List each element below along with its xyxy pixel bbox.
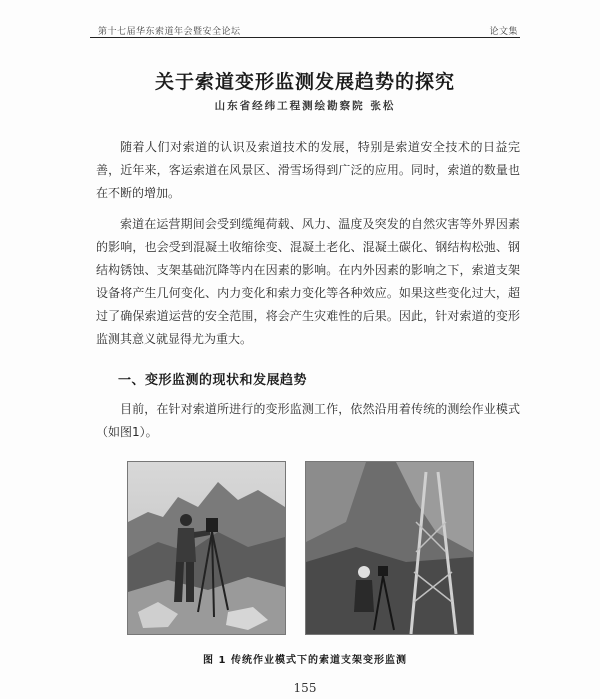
paragraph-intro: 随着人们对索道的认识及索道技术的发展，特别是索道安全技术的日益完善，近年来，客运索道在风景区、滑雪场得到广泛的应用。同时，索道的数量也在不断的增加。 [96, 140, 520, 200]
running-header-section: 论文集 [489, 27, 518, 37]
paper-title: 关于索道变形监测发展趋势的探究 [154, 71, 455, 93]
header-rule [90, 37, 520, 38]
author-line: 山东省经纬工程测绘勘察院 张松 [214, 100, 396, 112]
running-header-title: 第十七届华东索道年会暨安全论坛 [98, 27, 241, 37]
running-header [98, 24, 518, 38]
figure-photo-tower-survey [305, 461, 474, 635]
page-number: 155 [293, 681, 317, 695]
paragraph-section-1: 目前，在针对索道所进行的变形监测工作，依然沿用着传统的测绘作业模式（如图1）。 [96, 402, 520, 439]
paragraph-factors: 索道在运营期间会受到缆绳荷载、风力、温度及突发的自然灾害等外界因素的影响，也会受到混凝土收缩徐变、混凝土老化、混凝土碳化、钢结构松弛、钢结构锈蚀、支架基础沉降等内在因素的影响。在内外因素的影响之下，索道支架设备将产生几何变化、内力变化和索力变化等各种效应。如果这些变化过大，超过了确保索道运营的安全范围，将会产生灾难性的后果。因此，针对索道的变形监测其意义就显得尤为重大。 [96, 217, 520, 346]
figure-caption: 图 1 传统作业模式下的索道支架变形监测 [203, 655, 407, 666]
section-heading: 一、变形监测的现状和发展趋势 [118, 373, 308, 388]
figure-photo-surveyor-tripod [127, 461, 286, 635]
